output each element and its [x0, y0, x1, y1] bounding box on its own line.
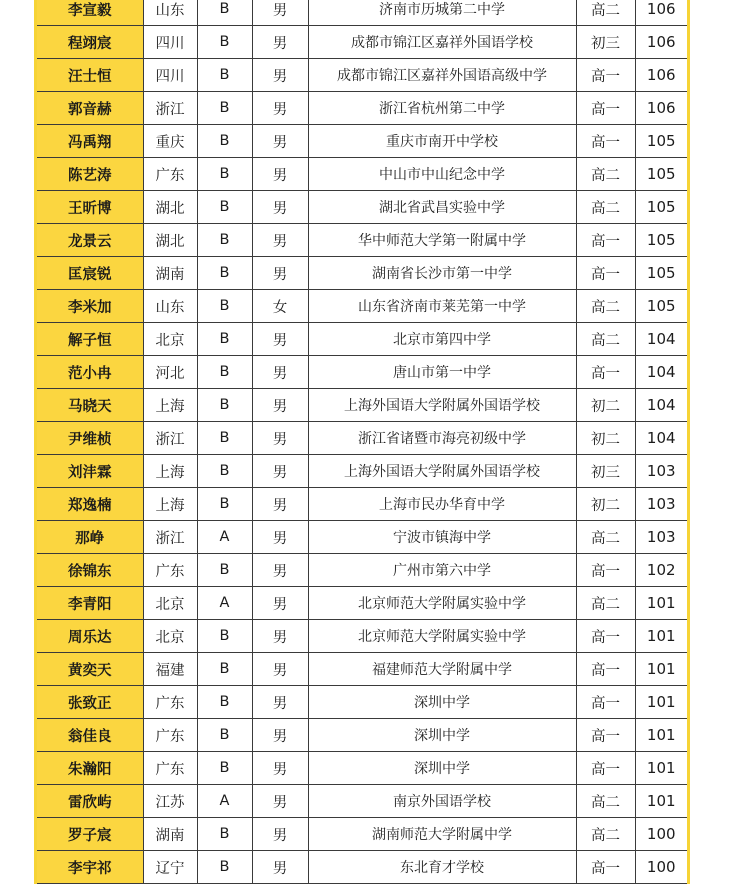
table-row: [37, 686, 687, 719]
school-cell: 深圳中学: [308, 752, 576, 785]
province-cell: 辽宁: [143, 851, 197, 884]
student-name-cell: 郑逸楠: [37, 488, 143, 521]
score-cell: 101: [635, 620, 687, 653]
score-cell: 103: [635, 488, 687, 521]
level-cell: B: [197, 818, 252, 851]
gender-cell: 男: [252, 653, 308, 686]
level-cell: B: [197, 554, 252, 587]
gender-cell: 男: [252, 521, 308, 554]
score-cell: 106: [635, 59, 687, 92]
level-cell: B: [197, 59, 252, 92]
school-cell: 北京师范大学附属实验中学: [308, 620, 576, 653]
grade-cell: 高一: [576, 719, 635, 752]
gender-cell: 男: [252, 719, 308, 752]
province-cell: 北京: [143, 620, 197, 653]
table-row: [37, 422, 687, 455]
level-cell: B: [197, 686, 252, 719]
grade-cell: 高一: [576, 356, 635, 389]
score-cell: 104: [635, 356, 687, 389]
school-cell: 深圳中学: [308, 686, 576, 719]
gender-cell: 男: [252, 686, 308, 719]
grade-cell: 高一: [576, 257, 635, 290]
gender-cell: 男: [252, 224, 308, 257]
province-cell: 湖北: [143, 224, 197, 257]
school-cell: 上海外国语大学附属外国语学校: [308, 455, 576, 488]
table-row: [37, 719, 687, 752]
school-cell: 广州市第六中学: [308, 554, 576, 587]
grade-cell: 高二: [576, 587, 635, 620]
table-row: [37, 92, 687, 125]
score-cell: 103: [635, 521, 687, 554]
grade-cell: 高二: [576, 818, 635, 851]
student-name-cell: 李宣毅: [37, 0, 143, 26]
school-cell: 华中师范大学第一附属中学: [308, 224, 576, 257]
table-row: [37, 224, 687, 257]
score-cell: 105: [635, 257, 687, 290]
table-row: [37, 59, 687, 92]
grade-cell: 高一: [576, 686, 635, 719]
level-cell: B: [197, 455, 252, 488]
school-cell: 宁波市镇海中学: [308, 521, 576, 554]
school-cell: 中山市中山纪念中学: [308, 158, 576, 191]
grade-cell: 高一: [576, 851, 635, 884]
table-row: [37, 587, 687, 620]
table-row: [37, 389, 687, 422]
school-cell: 山东省济南市莱芜第一中学: [308, 290, 576, 323]
school-cell: 北京市第四中学: [308, 323, 576, 356]
score-cell: 101: [635, 752, 687, 785]
gender-cell: 男: [252, 851, 308, 884]
level-cell: B: [197, 719, 252, 752]
table-row: [37, 488, 687, 521]
grade-cell: 高二: [576, 323, 635, 356]
level-cell: B: [197, 488, 252, 521]
student-name-cell: 李青阳: [37, 587, 143, 620]
province-cell: 江苏: [143, 785, 197, 818]
school-cell: 湖北省武昌实验中学: [308, 191, 576, 224]
level-cell: B: [197, 191, 252, 224]
student-name-cell: 王昕博: [37, 191, 143, 224]
grade-cell: 高二: [576, 191, 635, 224]
student-name-cell: 罗子宸: [37, 818, 143, 851]
level-cell: B: [197, 0, 252, 26]
gender-cell: 女: [252, 290, 308, 323]
province-cell: 四川: [143, 26, 197, 59]
student-name-cell: 范小冉: [37, 356, 143, 389]
school-cell: 浙江省杭州第二中学: [308, 92, 576, 125]
grade-cell: 高一: [576, 554, 635, 587]
table-row: [37, 125, 687, 158]
level-cell: B: [197, 653, 252, 686]
level-cell: B: [197, 389, 252, 422]
grade-cell: 高二: [576, 158, 635, 191]
province-cell: 湖南: [143, 818, 197, 851]
province-cell: 浙江: [143, 521, 197, 554]
level-cell: B: [197, 323, 252, 356]
level-cell: B: [197, 125, 252, 158]
table-row: [37, 554, 687, 587]
score-cell: 101: [635, 686, 687, 719]
table-row: [37, 785, 687, 818]
gender-cell: 男: [252, 422, 308, 455]
score-cell: 100: [635, 851, 687, 884]
school-cell: 深圳中学: [308, 719, 576, 752]
province-cell: 河北: [143, 356, 197, 389]
school-cell: 上海市民办华育中学: [308, 488, 576, 521]
gender-cell: 男: [252, 257, 308, 290]
student-name-cell: 李米加: [37, 290, 143, 323]
school-cell: 唐山市第一中学: [308, 356, 576, 389]
score-cell: 106: [635, 0, 687, 26]
student-name-cell: 马晓天: [37, 389, 143, 422]
table-row: [37, 818, 687, 851]
school-cell: 东北育才学校: [308, 851, 576, 884]
grade-cell: 高一: [576, 92, 635, 125]
province-cell: 广东: [143, 554, 197, 587]
score-cell: 101: [635, 785, 687, 818]
table-row: [37, 620, 687, 653]
score-cell: 105: [635, 224, 687, 257]
ranking-table-frame: [34, 0, 690, 884]
gender-cell: 男: [252, 0, 308, 26]
gender-cell: 男: [252, 323, 308, 356]
table-row: [37, 290, 687, 323]
province-cell: 湖南: [143, 257, 197, 290]
table-row: [37, 0, 687, 26]
score-cell: 105: [635, 125, 687, 158]
level-cell: B: [197, 356, 252, 389]
school-cell: 浙江省诸暨市海亮初级中学: [308, 422, 576, 455]
gender-cell: 男: [252, 620, 308, 653]
gender-cell: 男: [252, 92, 308, 125]
grade-cell: 初三: [576, 455, 635, 488]
student-name-cell: 周乐达: [37, 620, 143, 653]
gender-cell: 男: [252, 59, 308, 92]
table-row: [37, 158, 687, 191]
province-cell: 广东: [143, 686, 197, 719]
grade-cell: 高二: [576, 290, 635, 323]
province-cell: 广东: [143, 158, 197, 191]
student-name-cell: 黄奕天: [37, 653, 143, 686]
province-cell: 重庆: [143, 125, 197, 158]
gender-cell: 男: [252, 455, 308, 488]
student-name-cell: 汪士恒: [37, 59, 143, 92]
score-cell: 105: [635, 290, 687, 323]
province-cell: 山东: [143, 0, 197, 26]
score-cell: 101: [635, 587, 687, 620]
score-cell: 105: [635, 158, 687, 191]
gender-cell: 男: [252, 158, 308, 191]
level-cell: B: [197, 752, 252, 785]
score-cell: 102: [635, 554, 687, 587]
student-name-cell: 陈艺涛: [37, 158, 143, 191]
grade-cell: 高一: [576, 125, 635, 158]
level-cell: A: [197, 785, 252, 818]
province-cell: 北京: [143, 323, 197, 356]
table-row: [37, 356, 687, 389]
province-cell: 浙江: [143, 422, 197, 455]
province-cell: 上海: [143, 455, 197, 488]
student-name-cell: 徐锦东: [37, 554, 143, 587]
province-cell: 北京: [143, 587, 197, 620]
student-name-cell: 程翊宸: [37, 26, 143, 59]
school-cell: 福建师范大学附属中学: [308, 653, 576, 686]
score-cell: 106: [635, 92, 687, 125]
level-cell: B: [197, 158, 252, 191]
school-cell: 湖南省长沙市第一中学: [308, 257, 576, 290]
level-cell: B: [197, 290, 252, 323]
gender-cell: 男: [252, 389, 308, 422]
province-cell: 广东: [143, 752, 197, 785]
table-row: [37, 851, 687, 884]
level-cell: B: [197, 422, 252, 455]
student-name-cell: 李宇祁: [37, 851, 143, 884]
grade-cell: 高一: [576, 752, 635, 785]
grade-cell: 高一: [576, 59, 635, 92]
school-cell: 南京外国语学校: [308, 785, 576, 818]
school-cell: 上海外国语大学附属外国语学校: [308, 389, 576, 422]
province-cell: 湖北: [143, 191, 197, 224]
grade-cell: 高一: [576, 620, 635, 653]
gender-cell: 男: [252, 587, 308, 620]
gender-cell: 男: [252, 488, 308, 521]
table-row: [37, 455, 687, 488]
level-cell: A: [197, 521, 252, 554]
score-cell: 101: [635, 719, 687, 752]
province-cell: 四川: [143, 59, 197, 92]
level-cell: B: [197, 257, 252, 290]
student-name-cell: 郭音赫: [37, 92, 143, 125]
gender-cell: 男: [252, 752, 308, 785]
student-name-cell: 刘沣霖: [37, 455, 143, 488]
score-cell: 103: [635, 455, 687, 488]
school-cell: 成都市锦江区嘉祥外国语高级中学: [308, 59, 576, 92]
score-cell: 104: [635, 422, 687, 455]
grade-cell: 高二: [576, 521, 635, 554]
province-cell: 浙江: [143, 92, 197, 125]
grade-cell: 高一: [576, 653, 635, 686]
grade-cell: 初三: [576, 26, 635, 59]
table-row: [37, 323, 687, 356]
school-cell: 湖南师范大学附属中学: [308, 818, 576, 851]
gender-cell: 男: [252, 356, 308, 389]
table-row: [37, 26, 687, 59]
ranking-table: [37, 0, 687, 884]
level-cell: B: [197, 92, 252, 125]
level-cell: B: [197, 851, 252, 884]
student-name-cell: 解子恒: [37, 323, 143, 356]
gender-cell: 男: [252, 26, 308, 59]
score-cell: 106: [635, 26, 687, 59]
province-cell: 上海: [143, 389, 197, 422]
school-cell: 济南市历城第二中学: [308, 0, 576, 26]
gender-cell: 男: [252, 554, 308, 587]
grade-cell: 初二: [576, 389, 635, 422]
table-row: [37, 752, 687, 785]
gender-cell: 男: [252, 125, 308, 158]
gender-cell: 男: [252, 191, 308, 224]
student-name-cell: 朱瀚阳: [37, 752, 143, 785]
level-cell: B: [197, 26, 252, 59]
province-cell: 山东: [143, 290, 197, 323]
score-cell: 100: [635, 818, 687, 851]
gender-cell: 男: [252, 785, 308, 818]
school-cell: 重庆市南开中学校: [308, 125, 576, 158]
ranking-table-body: [37, 0, 687, 884]
student-name-cell: 龙景云: [37, 224, 143, 257]
table-row: [37, 257, 687, 290]
province-cell: 广东: [143, 719, 197, 752]
level-cell: A: [197, 587, 252, 620]
grade-cell: 高二: [576, 0, 635, 26]
school-cell: 北京师范大学附属实验中学: [308, 587, 576, 620]
province-cell: 福建: [143, 653, 197, 686]
student-name-cell: 匡宸锐: [37, 257, 143, 290]
gender-cell: 男: [252, 818, 308, 851]
province-cell: 上海: [143, 488, 197, 521]
grade-cell: 高二: [576, 785, 635, 818]
score-cell: 105: [635, 191, 687, 224]
table-row: [37, 191, 687, 224]
student-name-cell: 雷欣屿: [37, 785, 143, 818]
score-cell: 104: [635, 389, 687, 422]
student-name-cell: 尹维桢: [37, 422, 143, 455]
school-cell: 成都市锦江区嘉祥外国语学校: [308, 26, 576, 59]
student-name-cell: 张致正: [37, 686, 143, 719]
student-name-cell: 翁佳良: [37, 719, 143, 752]
score-cell: 101: [635, 653, 687, 686]
student-name-cell: 冯禹翔: [37, 125, 143, 158]
table-row: [37, 521, 687, 554]
grade-cell: 初二: [576, 488, 635, 521]
grade-cell: 高一: [576, 224, 635, 257]
table-row: [37, 653, 687, 686]
grade-cell: 初二: [576, 422, 635, 455]
level-cell: B: [197, 620, 252, 653]
score-cell: 104: [635, 323, 687, 356]
level-cell: B: [197, 224, 252, 257]
student-name-cell: 那峥: [37, 521, 143, 554]
